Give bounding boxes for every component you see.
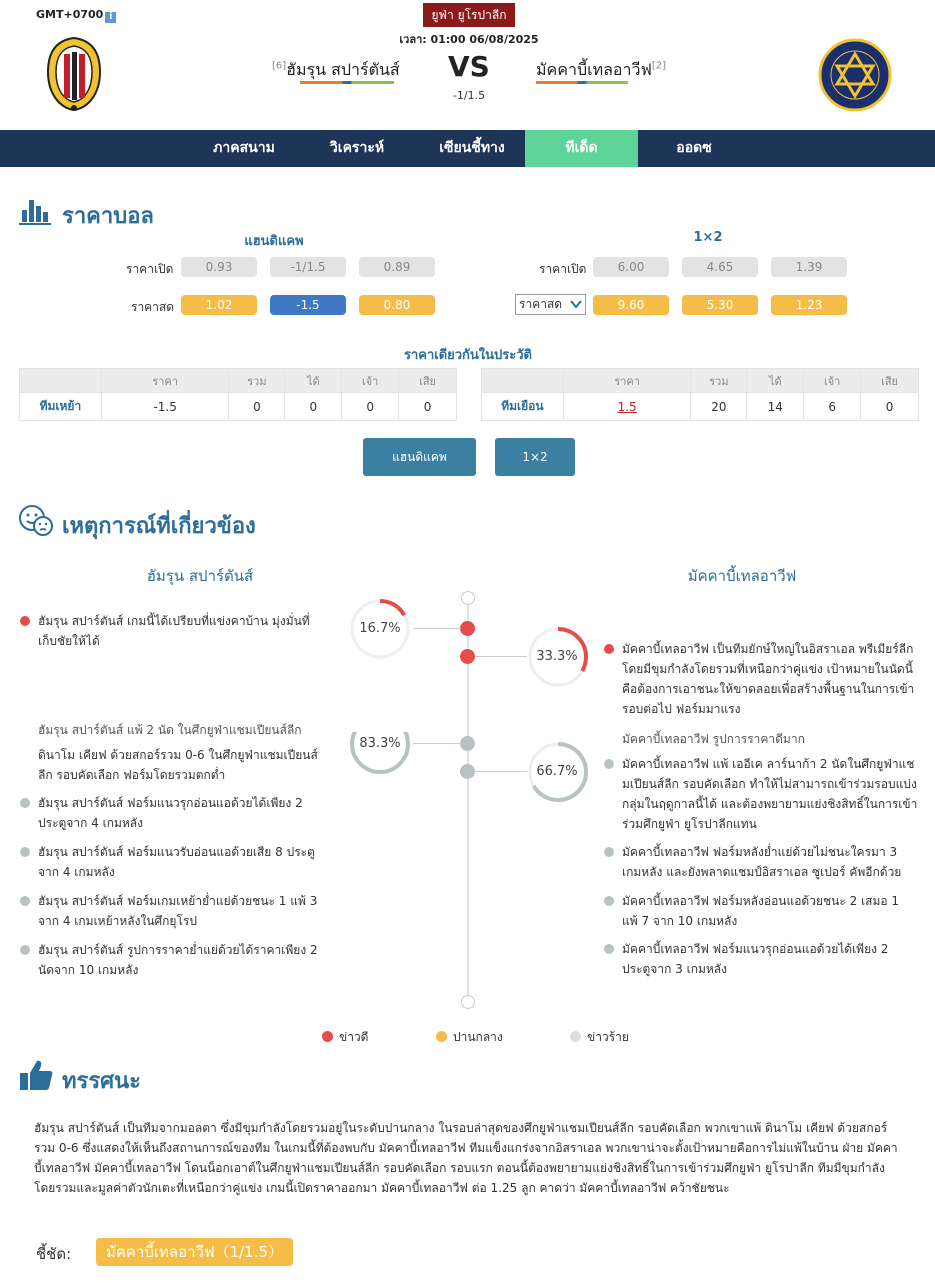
- onextwo-live-home: 9.60: [593, 295, 669, 315]
- handicap-live-home: 1.02: [181, 295, 257, 315]
- handicap-open-line: -1/1.5: [270, 257, 346, 277]
- table-cell: 20: [691, 393, 747, 421]
- opinion-text: ฮัมรุน สปาร์ตันส์ เป็นทีมจากมอลตา ซึ่งมีขุมกำลังโดยรวมอยู่ในระดับปานกลาง ในรอบล่าสุดของศึกยูฟ่าแชมเปียนส์ลีก รอบคัดเลือก พวกเขาแพ้ ดินาโม เคียฟ ด้วยสกอร์รวม 0-6 ซึ่งแสดงให้เห็นถึงสถานการณ์ของทีม ในเกมนี้ที่ต้องพบกับ มัคคาบี้เทลอาวีฟ ทีมแข็งแกร่งจากอิสราเอล พวกเขาน่าจะตั้งเป้าหมายคือการไม่แพ้ในบ้าน ฝ่าย มัคคาบี้เทลอาวีฟ มัคคาบี้เทลอาวีฟ โดนน็อกเอาต์ในศึกยูฟ่าแชมเปียนส์ลีก รอบคัดเลือก รอบแรก ตอนนี้ต้องพยายามแย่งชิงสิทธิ์ในการเข้าร่วมศึกยูฟ่า ยูโรปาลีก ทีมมีขุมกำลังโดยรวมและมูลค่าตัวนักเตะที่เหนือกว่าคู่แข่ง เกมนี้เปิดราคาออกมา มัคคาบี้เทลอาวีฟ ต่อ 1.25 ลูก คาดว่า มัคคาบี้เทลอาวีฟ คว้าชัยชนะ: [34, 1121, 898, 1195]
- connector-line: [413, 628, 461, 629]
- legend-neutral-dot: [436, 1031, 447, 1042]
- history-team-away: ทีมเยือน: [482, 393, 564, 421]
- history-team-home: ทีมเหย้า: [20, 393, 102, 421]
- handicap-open-away: 0.89: [359, 257, 435, 277]
- bad-news-dot: [604, 759, 614, 769]
- home-good-event: ฮัมรุน สปาร์ตันส์ เกมนี้ได้เปรียบที่แข่งคาบ้าน มุ่งมั่นที่เก็บชัยให้ได้: [38, 614, 310, 648]
- away-good-pct: 33.3%: [536, 649, 578, 664]
- onextwo-open-label: ราคาเปิด: [539, 262, 587, 276]
- table-cell: 0: [342, 393, 399, 421]
- bad-news-dot: [604, 847, 614, 857]
- bar-chart-icon: [18, 196, 52, 226]
- onextwo-open-draw: 4.65: [682, 257, 758, 277]
- events-home-name: ฮัมรุน สปาร์ตันส์: [146, 567, 254, 585]
- table-cell: 6: [804, 393, 861, 421]
- table-header: รวม: [229, 369, 285, 393]
- legend-neutral: ปานกลาง: [436, 1028, 503, 1047]
- away-bad-event: มัคคาบี้เทลอาวีฟ แพ้ เออีเค ลาร์นาก้า 2 นัดในศึกยูฟ่าแชมเปียนส์ลีก รอบคัดเลือก ทำให้ไม่สามารถเข้าร่วมรอบแบ่งกลุ่มในฤดูกาลนี้ได้ และต้องพยายามแย่งชิงสิทธิ์ในการเข้าร่วมศึกยูฟ่า ยูโรปาลีกแทน: [622, 757, 918, 831]
- pick-badge: มัคคาบี้เทลอาวีฟ（1/1.5）: [96, 1238, 293, 1266]
- home-bad-event: ฮัมรุน สปาร์ตันส์ ฟอร์มแนวรับอ่อนแอด้วยเสีย 8 ประตูจาก 4 เกมหลัง: [38, 845, 315, 879]
- timeline-dot-good-away: [460, 649, 475, 664]
- table-cell: 0: [399, 393, 457, 421]
- handicap-open-label: ราคาเปิด: [126, 262, 174, 276]
- table-header: ราคา: [563, 369, 691, 393]
- onextwo-live-away: 1.23: [771, 295, 847, 315]
- info-icon[interactable]: i: [105, 12, 116, 23]
- table-cell: 0: [285, 393, 342, 421]
- away-good-event: มัคคาบี้เทลอาวีฟ เป็นทีมยักษ์ใหญ่ในอิสราเอล พรีเมียร์ลีก โดยมีขุมกำลังโดยรวมที่เหนือกว่าคู่แข่ง เป้าหมายในนัดนี้คือต้องการเอาชนะให้ขาดลอยเพื่อสร้างพื้นฐานในการเข้ารอบต่อไป ฟอร์มมาแรง: [622, 642, 915, 716]
- bad-news-dot: [20, 896, 30, 906]
- opinion-section-title: ทรรศนะ: [62, 1069, 141, 1094]
- odds-section-title: ราคาบอล: [62, 204, 154, 229]
- away-bad-pct: 66.7%: [536, 764, 578, 779]
- league-badge[interactable]: ยูฟ่า ยูโรปาลีก: [423, 3, 515, 27]
- home-good-pct: 16.7%: [359, 621, 401, 636]
- connector-line: [413, 743, 461, 744]
- tab-analysis[interactable]: วิเคราะห์: [329, 140, 385, 156]
- table-cell: 14: [747, 393, 804, 421]
- connector-line: [475, 771, 527, 772]
- onextwo-toggle-button[interactable]: 1×2: [495, 438, 575, 476]
- timeline-end-dot: [461, 995, 475, 1009]
- nav-bar: [0, 130, 935, 167]
- away-color-bar: [536, 81, 628, 84]
- home-bad-pct: 83.3%: [359, 736, 401, 751]
- timezone-label[interactable]: GMT+0700 i: [36, 8, 116, 23]
- table-header: เสีย: [399, 369, 457, 393]
- history-home-table: [19, 368, 457, 421]
- handicap-live-line: -1.5: [270, 295, 346, 315]
- away-team-name[interactable]: มัคคาบี้เทลอาวีฟ[2]: [536, 60, 666, 79]
- legend-good: ข่าวดี: [322, 1028, 368, 1047]
- tab-odds[interactable]: ออดซ: [676, 140, 712, 156]
- table-header: ราคา: [101, 369, 229, 393]
- bad-news-dot: [20, 847, 30, 857]
- bad-news-dot: [20, 945, 30, 955]
- table-header: ได้: [747, 369, 804, 393]
- good-news-dot: [604, 644, 614, 654]
- tab-field[interactable]: ภาคสนาม: [213, 140, 275, 156]
- odds-type-select[interactable]: [515, 294, 586, 315]
- chevron-down-icon: [570, 300, 582, 309]
- history-title: ราคาเดียวกันในประวัติ: [403, 348, 533, 363]
- home-bad-event: ดินาโม เคียฟ ด้วยสกอร์รวม 0-6 ในศึกยูฟ่าแชมเปียนส์ลีก รอบคัดเลือก ฟอร์มโดยรวมตกต่ำ: [38, 748, 318, 782]
- vs-label: VS: [448, 50, 490, 83]
- table-cell: 0: [229, 393, 285, 421]
- tab-tips[interactable]: ทีเด็ด: [525, 130, 638, 167]
- timeline-dot-good-home: [460, 621, 475, 636]
- table-header: รวม: [691, 369, 747, 393]
- table-cell: 0: [861, 393, 919, 421]
- events-section-title: เหตุการณ์ที่เกี่ยวข้อง: [62, 514, 256, 539]
- timeline-dot-bad-home: [460, 736, 475, 751]
- bad-news-dot: [20, 798, 30, 808]
- tab-expert[interactable]: เซียนชี้ทาง: [439, 140, 505, 156]
- odds-type-select-value: ราคาสด: [519, 297, 563, 311]
- away-clipped-row: มัคคาบี้เทลอาวีฟ รูปการราคาดีมาก: [622, 732, 805, 746]
- handicap-live-label: ราคาสด: [131, 300, 175, 314]
- away-bad-event: มัคคาบี้เทลอาวีฟ ฟอร์มหลังย่ำแย่ด้วยไม่ชนะใครมา 3 เกมหลัง และยังพลาดแชมป์อิสราเอล ซูเปอร์ คัพอีกด้วย: [622, 845, 902, 879]
- home-team-name[interactable]: [6]ฮัมรุน สปาร์ตันส์: [272, 60, 400, 79]
- handicap-toggle-button[interactable]: แฮนดิแคพ: [363, 438, 476, 476]
- thumbs-up-icon: [18, 1058, 54, 1092]
- events-away-name: มัคคาบี้เทลอาวีฟ: [687, 567, 797, 585]
- onextwo-open-home: 6.00: [593, 257, 669, 277]
- home-bad-event: ฮัมรุน สปาร์ตันส์ รูปการราคาย่ำแย่ด้วยได้ราคาเพียง 2 นัดจาก 10 เกมหลัง: [38, 943, 318, 977]
- table-header: เจ้า: [342, 369, 399, 393]
- onextwo-title: 1×2: [693, 230, 723, 245]
- home-color-bar: [300, 81, 394, 84]
- handicap-live-away: 0.80: [359, 295, 435, 315]
- timeline-start-dot: [461, 591, 475, 605]
- history-odds-link[interactable]: 1.5: [563, 393, 691, 421]
- legend-good-dot: [322, 1031, 333, 1042]
- handicap-title: แฮนดิแคพ: [244, 234, 304, 249]
- away-team-logo: [818, 38, 892, 112]
- home-clipped-row: ฮัมรุน สปาร์ตันส์ แพ้ 2 นัด ในศึกยูฟ่าแชมเปียนส์ลีก: [38, 723, 302, 737]
- legend-bad: ข่าวร้าย: [570, 1028, 629, 1047]
- good-news-dot: [20, 616, 30, 626]
- away-bad-event: มัคคาบี้เทลอาวีฟ ฟอร์มหลังอ่อนแอด้วยชนะ 2 เสมอ 1 แพ้ 7 จาก 10 เกมหลัง: [622, 894, 900, 928]
- bad-news-dot: [604, 896, 614, 906]
- table-header: เจ้า: [804, 369, 861, 393]
- faces-icon: [18, 503, 54, 537]
- onextwo-open-away: 1.39: [771, 257, 847, 277]
- pick-label: ชี้ชัด:: [36, 1245, 72, 1263]
- onextwo-live-draw: 5.30: [682, 295, 758, 315]
- home-bad-event: ฮัมรุน สปาร์ตันส์ ฟอร์มแนวรุกอ่อนแอด้วยได้เพียง 2 ประตูจาก 4 เกมหลัง: [38, 796, 303, 830]
- away-bad-event: มัคคาบี้เทลอาวีฟ ฟอร์มแนวรุกอ่อนแอด้วยได้เพียง 2 ประตูจาก 3 เกมหลัง: [622, 942, 889, 976]
- timeline-dot-bad-away: [460, 764, 475, 779]
- header-handicap: -1/1.5: [452, 89, 486, 102]
- bad-news-dot: [604, 944, 614, 954]
- legend-bad-dot: [570, 1031, 581, 1042]
- history-away-table: [481, 368, 919, 421]
- handicap-open-home: 0.93: [181, 257, 257, 277]
- table-header: ได้: [285, 369, 342, 393]
- table-cell: -1.5: [101, 393, 229, 421]
- connector-line: [475, 656, 527, 657]
- kickoff-time: เวลา: 01:00 06/08/2025: [399, 33, 539, 46]
- home-team-logo: [44, 34, 104, 114]
- table-header: เสีย: [861, 369, 919, 393]
- home-bad-event: ฮัมรุน สปาร์ตันส์ ฟอร์มเกมเหย้าย่ำแย่ด้วยชนะ 1 แพ้ 3 จาก 4 เกมเหย้าหลังในศึกยุโรป: [38, 894, 318, 928]
